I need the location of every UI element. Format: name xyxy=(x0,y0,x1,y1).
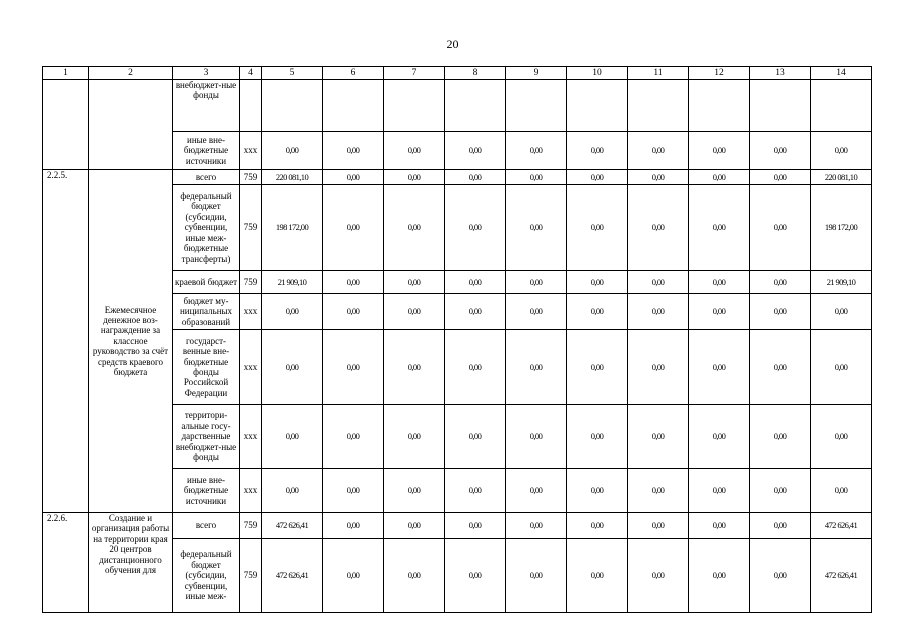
amount-cell: 0,00 xyxy=(506,170,567,185)
amount-cell: 0,00 xyxy=(628,513,689,539)
admin-code: ххх xyxy=(240,330,262,405)
amount-cell: 0,00 xyxy=(384,330,445,405)
funding-source: всего xyxy=(173,170,240,185)
amount-cell: 0,00 xyxy=(750,539,811,613)
amount-cell: 0,00 xyxy=(445,132,506,170)
measure-code: 2.2.5. xyxy=(43,170,89,513)
amount-cell xyxy=(628,80,689,132)
amount-cell: 0,00 xyxy=(445,330,506,405)
amount-cell: 0,00 xyxy=(262,405,323,469)
amount-cell: 0,00 xyxy=(384,185,445,271)
amount-cell: 0,00 xyxy=(445,271,506,294)
amount-cell: 0,00 xyxy=(628,539,689,613)
amount-cell: 0,00 xyxy=(445,513,506,539)
column-number: 4 xyxy=(240,67,262,80)
amount-cell: 0,00 xyxy=(628,271,689,294)
measure-name: Создание и организация работы на территории края 20 центров дистанционного обучения для xyxy=(89,513,173,613)
amount-cell: 0,00 xyxy=(811,294,872,330)
amount-cell: 0,00 xyxy=(628,469,689,513)
column-number: 11 xyxy=(628,67,689,80)
amount-cell: 0,00 xyxy=(262,132,323,170)
amount-cell: 0,00 xyxy=(567,539,628,613)
amount-cell: 0,00 xyxy=(445,170,506,185)
amount-cell xyxy=(262,80,323,132)
amount-cell xyxy=(750,80,811,132)
amount-cell: 0,00 xyxy=(628,170,689,185)
amount-cell: 0,00 xyxy=(506,185,567,271)
amount-cell: 472 626,41 xyxy=(811,513,872,539)
column-number: 5 xyxy=(262,67,323,80)
amount-cell: 0,00 xyxy=(567,132,628,170)
amount-cell: 0,00 xyxy=(567,185,628,271)
amount-cell: 0,00 xyxy=(689,132,750,170)
amount-cell: 0,00 xyxy=(689,539,750,613)
amount-cell: 0,00 xyxy=(445,405,506,469)
amount-cell: 0,00 xyxy=(811,405,872,469)
admin-code: ххх xyxy=(240,132,262,170)
column-number: 8 xyxy=(445,67,506,80)
admin-code xyxy=(240,80,262,132)
funding-source: внебюджет-ные фонды xyxy=(173,80,240,132)
amount-cell: 0,00 xyxy=(628,294,689,330)
column-number: 3 xyxy=(173,67,240,80)
column-number: 14 xyxy=(811,67,872,80)
amount-cell: 0,00 xyxy=(384,405,445,469)
amount-cell: 0,00 xyxy=(506,132,567,170)
amount-cell: 0,00 xyxy=(445,539,506,613)
amount-cell: 0,00 xyxy=(384,271,445,294)
amount-cell: 0,00 xyxy=(811,330,872,405)
column-number-row xyxy=(43,67,872,80)
admin-code: ххх xyxy=(240,469,262,513)
amount-cell: 0,00 xyxy=(262,469,323,513)
admin-code: 759 xyxy=(240,513,262,539)
amount-cell: 0,00 xyxy=(506,271,567,294)
amount-cell: 0,00 xyxy=(384,170,445,185)
table-row xyxy=(43,170,872,185)
amount-cell: 0,00 xyxy=(323,294,384,330)
amount-cell: 0,00 xyxy=(750,170,811,185)
amount-cell: 0,00 xyxy=(384,132,445,170)
amount-cell: 0,00 xyxy=(506,513,567,539)
amount-cell: 0,00 xyxy=(506,330,567,405)
funding-source: федеральный бюджет (субсидии, субвенции, иные меж- xyxy=(173,539,240,613)
funding-source: бюджет му-ниципальных образований xyxy=(173,294,240,330)
amount-cell: 0,00 xyxy=(323,185,384,271)
amount-cell: 0,00 xyxy=(506,469,567,513)
funding-source: государст-венные вне-бюджетные фонды Российской Федерации xyxy=(173,330,240,405)
amount-cell: 0,00 xyxy=(750,271,811,294)
amount-cell: 0,00 xyxy=(384,469,445,513)
measure-code xyxy=(43,80,89,170)
funding-source: федеральный бюджет (субсидии, субвенции, иные меж-бюджетные трансферты) xyxy=(173,185,240,271)
amount-cell: 0,00 xyxy=(445,294,506,330)
amount-cell: 0,00 xyxy=(323,132,384,170)
amount-cell: 0,00 xyxy=(506,405,567,469)
funding-source: иные вне-бюджетные источники xyxy=(173,469,240,513)
measure-name: Ежемесячное денежное воз-награждение за классное руководство за счёт средств краевого бюджета xyxy=(89,170,173,513)
amount-cell: 472 626,41 xyxy=(262,513,323,539)
funding-source: иные вне-бюджетные источники xyxy=(173,132,240,170)
amount-cell: 0,00 xyxy=(811,469,872,513)
measure-name xyxy=(89,80,173,170)
amount-cell: 0,00 xyxy=(567,294,628,330)
amount-cell: 0,00 xyxy=(323,539,384,613)
amount-cell: 0,00 xyxy=(689,330,750,405)
amount-cell xyxy=(323,80,384,132)
amount-cell: 0,00 xyxy=(689,513,750,539)
column-number: 1 xyxy=(43,67,89,80)
amount-cell: 0,00 xyxy=(811,132,872,170)
amount-cell: 0,00 xyxy=(750,294,811,330)
amount-cell xyxy=(445,80,506,132)
amount-cell xyxy=(567,80,628,132)
amount-cell: 198 172,00 xyxy=(811,185,872,271)
table-row xyxy=(43,513,872,539)
amount-cell: 0,00 xyxy=(628,185,689,271)
amount-cell: 0,00 xyxy=(323,469,384,513)
amount-cell: 0,00 xyxy=(506,294,567,330)
amount-cell: 0,00 xyxy=(750,513,811,539)
amount-cell: 0,00 xyxy=(506,539,567,613)
amount-cell: 0,00 xyxy=(445,469,506,513)
amount-cell: 0,00 xyxy=(323,170,384,185)
admin-code: ххх xyxy=(240,294,262,330)
amount-cell: 472 626,41 xyxy=(262,539,323,613)
amount-cell xyxy=(384,80,445,132)
funding-source: краевой бюджет xyxy=(173,271,240,294)
amount-cell: 0,00 xyxy=(567,513,628,539)
amount-cell: 0,00 xyxy=(750,185,811,271)
amount-cell xyxy=(689,80,750,132)
admin-code: ххх xyxy=(240,405,262,469)
amount-cell: 0,00 xyxy=(750,132,811,170)
admin-code: 759 xyxy=(240,271,262,294)
column-number: 13 xyxy=(750,67,811,80)
page-number: 20 xyxy=(446,37,459,51)
amount-cell: 21 909,10 xyxy=(262,271,323,294)
admin-code: 759 xyxy=(240,539,262,613)
funding-source: территори-альные госу-дарственные внебюджет-ные фонды xyxy=(173,405,240,469)
amount-cell: 0,00 xyxy=(323,271,384,294)
amount-cell: 0,00 xyxy=(750,330,811,405)
amount-cell: 0,00 xyxy=(567,170,628,185)
amount-cell: 0,00 xyxy=(689,469,750,513)
funding-source: всего xyxy=(173,513,240,539)
budget-table xyxy=(42,66,872,613)
column-number: 9 xyxy=(506,67,567,80)
amount-cell: 220 081,10 xyxy=(262,170,323,185)
amount-cell: 0,00 xyxy=(628,330,689,405)
column-number: 2 xyxy=(89,67,173,80)
amount-cell: 0,00 xyxy=(384,513,445,539)
amount-cell: 0,00 xyxy=(628,405,689,469)
amount-cell: 0,00 xyxy=(628,132,689,170)
admin-code: 759 xyxy=(240,185,262,271)
column-number: 6 xyxy=(323,67,384,80)
amount-cell: 0,00 xyxy=(567,330,628,405)
admin-code: 759 xyxy=(240,170,262,185)
amount-cell: 0,00 xyxy=(445,185,506,271)
amount-cell: 0,00 xyxy=(567,469,628,513)
amount-cell: 0,00 xyxy=(750,469,811,513)
amount-cell: 0,00 xyxy=(689,271,750,294)
amount-cell: 220 081,10 xyxy=(811,170,872,185)
amount-cell: 0,00 xyxy=(384,294,445,330)
amount-cell xyxy=(811,80,872,132)
amount-cell: 0,00 xyxy=(689,294,750,330)
amount-cell: 0,00 xyxy=(262,294,323,330)
amount-cell: 0,00 xyxy=(323,405,384,469)
amount-cell: 0,00 xyxy=(323,330,384,405)
amount-cell: 198 172,00 xyxy=(262,185,323,271)
column-number: 10 xyxy=(567,67,628,80)
amount-cell: 0,00 xyxy=(689,170,750,185)
amount-cell: 0,00 xyxy=(567,271,628,294)
measure-code: 2.2.6. xyxy=(43,513,89,613)
amount-cell: 472 626,41 xyxy=(811,539,872,613)
column-number: 7 xyxy=(384,67,445,80)
amount-cell: 0,00 xyxy=(689,185,750,271)
amount-cell: 0,00 xyxy=(384,539,445,613)
amount-cell xyxy=(506,80,567,132)
amount-cell: 0,00 xyxy=(262,330,323,405)
amount-cell: 0,00 xyxy=(689,405,750,469)
amount-cell: 0,00 xyxy=(567,405,628,469)
table-row xyxy=(43,80,872,132)
amount-cell: 0,00 xyxy=(750,405,811,469)
amount-cell: 21 909,10 xyxy=(811,271,872,294)
column-number: 12 xyxy=(689,67,750,80)
amount-cell: 0,00 xyxy=(323,513,384,539)
